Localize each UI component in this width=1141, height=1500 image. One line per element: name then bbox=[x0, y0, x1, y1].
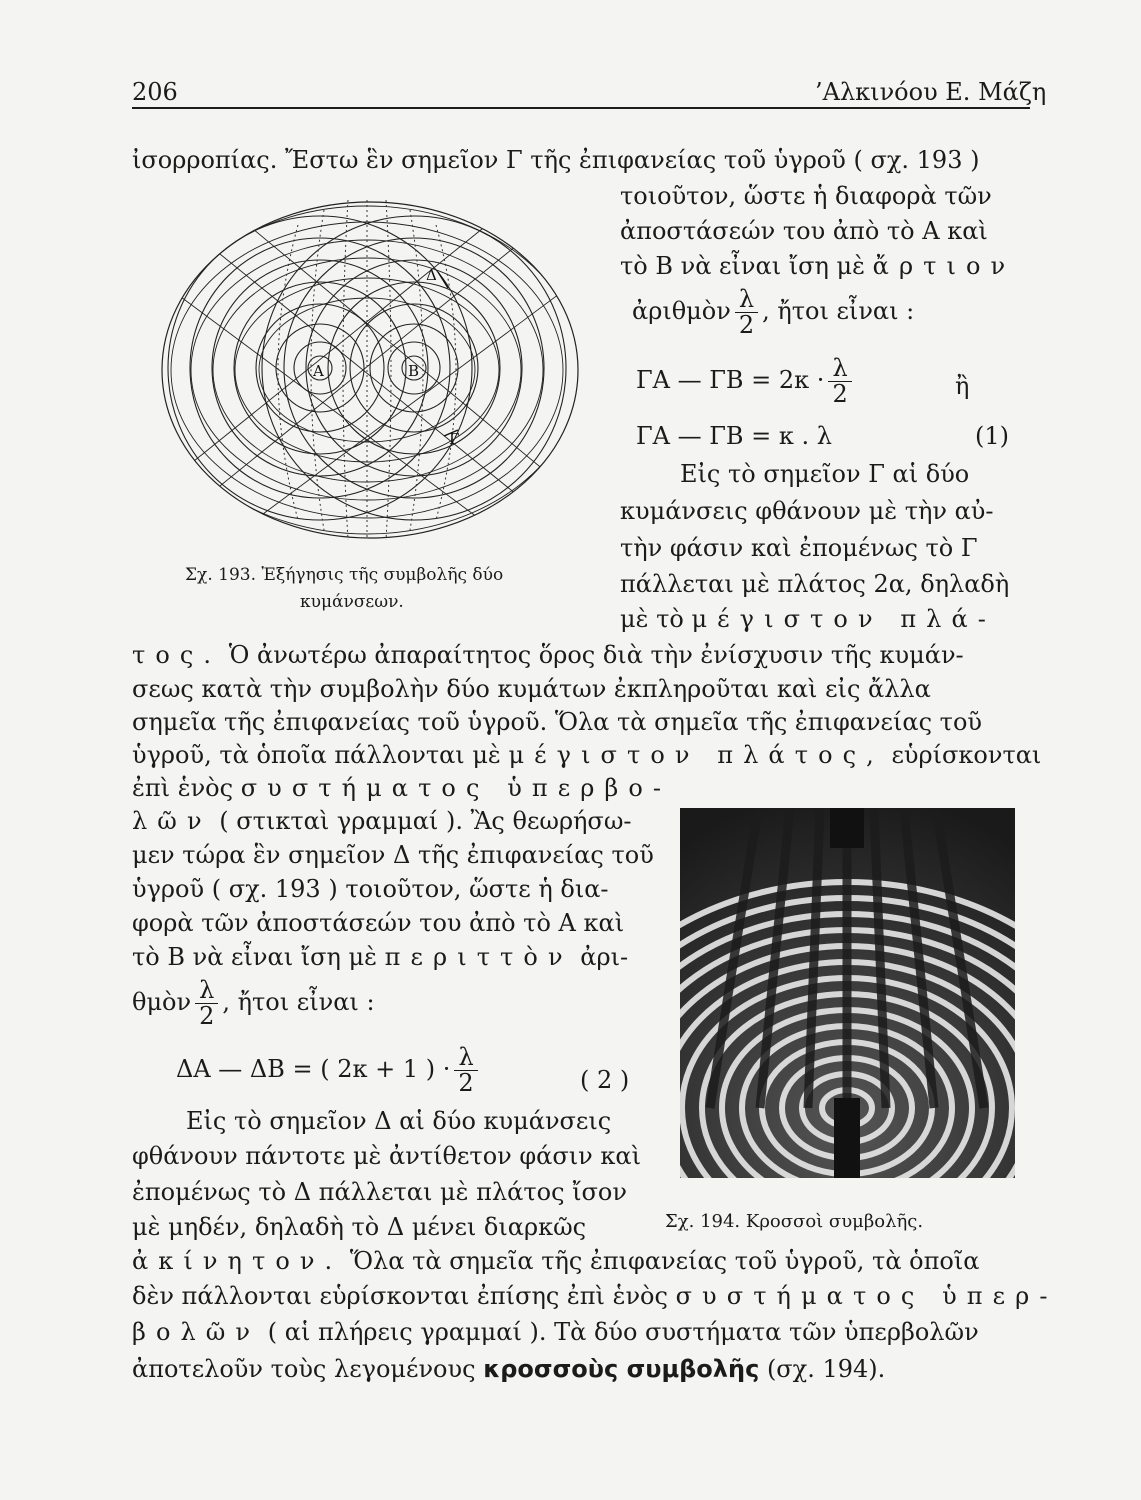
label-d: Δ bbox=[426, 266, 437, 284]
equation-3-number: ( 2 ) bbox=[580, 1066, 630, 1094]
text-line: τὸ Β νὰ εἶναι ἴση μὲ περιττὸν ἀρι- bbox=[132, 943, 629, 971]
text-line: σεως κατὰ τὴν συμβολὴν δύο κυμάτων ἐκπληροῦται καὶ εἰς ἄλλα bbox=[132, 675, 931, 703]
figure-194-photo bbox=[680, 808, 1015, 1178]
text-line: μὲ τὸ μέγιστον πλά- bbox=[620, 605, 996, 633]
header-rule bbox=[132, 107, 1030, 109]
label-a: Α bbox=[313, 362, 324, 380]
text-line: ἐπομένως τὸ Δ πάλλεται μὲ πλάτος ἴσον bbox=[132, 1178, 627, 1206]
equation-1: ΓΑ — ΓΒ = 2κ · $\frac{\lambda}{2}$ bbox=[636, 356, 856, 407]
bold-term: κροσσοὺς συμβολῆς bbox=[483, 1355, 760, 1383]
running-title: ’Αλκινόου Ε. Μάζη bbox=[815, 78, 1047, 106]
text-line: ὑγροῦ ( σχ. 193 ) τοιοῦτον, ὥστε ἡ δια- bbox=[132, 875, 609, 903]
text-line: μὲ μηδέν, δηλαδὴ τὸ Δ μένει διαρκῶς bbox=[132, 1213, 587, 1241]
text-line: τὴν φάσιν καὶ ἐπομένως τὸ Γ bbox=[620, 534, 978, 562]
equation-2-number: (1) bbox=[975, 422, 1009, 450]
text-line: τὸ Β νὰ εἶναι ἴση μὲ ἄρτιον bbox=[620, 252, 1016, 280]
text-line: Εἰς τὸ σημεῖον Γ αἱ δύο bbox=[680, 460, 970, 488]
text-line: θμὸν $\frac{\lambda}{2}$ , ἤτοι εἶναι : bbox=[132, 976, 375, 1031]
text-line: ὑγροῦ, τὰ ὁποῖα πάλλονται μὲ μέγιστον πλάτος, εὑρίσκονται bbox=[132, 741, 1042, 769]
text-line: φθάνουν πάντοτε μὲ ἀντίθετον φάσιν καὶ bbox=[132, 1142, 642, 1170]
text-line: πάλλεται μὲ πλάτος 2α, δηλαδὴ bbox=[620, 570, 1010, 598]
text-line: ἀποστάσεών του ἀπὸ τὸ Α καὶ bbox=[620, 217, 988, 245]
text-line: δὲν πάλλονται εὑρίσκονται ἐπίσης ἐπὶ ἑνὸς συστήματος ὑπερ- bbox=[132, 1282, 1058, 1310]
text-line: βολῶν ( αἱ πλήρεις γραμμαί ). Τὰ δύο συστήματα τῶν ὑπερβολῶν bbox=[132, 1318, 979, 1346]
text-line: σημεῖα τῆς ἐπιφανείας τοῦ ὑγροῦ. Ὅλα τὰ σημεῖα τῆς ἐπιφανείας τοῦ bbox=[132, 708, 982, 736]
page-number: 206 bbox=[132, 78, 178, 106]
text-line: ἐπὶ ἑνὸς συστήματος ὑπερβο- bbox=[132, 774, 672, 802]
figure-193-caption-line1: Σχ. 193. Ἐξήγησις τῆς συμβολῆς δύο bbox=[185, 565, 504, 585]
equation-2: ΓΑ — ΓΒ = κ . λ bbox=[636, 422, 832, 450]
text-line: Εἰς τὸ σημεῖον Δ αἱ δύο κυμάνσεις bbox=[186, 1107, 612, 1135]
equation-3: ΔΑ — ΔΒ = ( 2κ + 1 ) · $\frac{\lambda}{2}$ bbox=[176, 1045, 482, 1096]
text-line: μεν τώρα ἓν σημεῖον Δ τῆς ἐπιφανείας τοῦ bbox=[132, 841, 654, 869]
figure-194-caption: Σχ. 194. Κροσσοὶ συμβολῆς. bbox=[665, 1211, 924, 1232]
text-line: ἰσορροπίας. Ἔστω ἓν σημεῖον Γ τῆς ἐπιφανείας τοῦ ὑγροῦ ( σχ. 193 ) bbox=[132, 146, 980, 174]
label-b: Β bbox=[408, 362, 420, 380]
equation-1-or: ἢ bbox=[955, 372, 970, 400]
text-line: τοιοῦτον, ὥστε ἡ διαφορὰ τῶν bbox=[620, 182, 992, 210]
text-line: ἀποτελοῦν τοὺς λεγομένους κροσσοὺς συμβολῆς (σχ. 194). bbox=[132, 1355, 886, 1383]
text-line: φορὰ τῶν ἀποστάσεών του ἀπὸ τὸ Α καὶ bbox=[132, 909, 625, 937]
figure-193-caption-line2: κυμάνσεων. bbox=[300, 592, 404, 612]
text-line: κυμάνσεις φθάνουν μὲ τὴν αὐ- bbox=[620, 497, 994, 525]
text-line: τος. Ὁ ἀνωτέρω ἀπαραίτητος ὅρος διὰ τὴν ἐνίσχυσιν τῆς κυμάν- bbox=[132, 641, 964, 669]
text-line: λῶν ( στικταὶ γραμμαί ). Ἂς θεωρήσω- bbox=[132, 807, 632, 835]
text-line: ἀριθμὸν $\frac{\lambda}{2}$ , ἤτοι εἶναι : bbox=[632, 285, 915, 340]
label-c: Γ bbox=[449, 430, 460, 448]
text-line: ἀκίνητον. Ὅλα τὰ σημεῖα τῆς ἐπιφανείας τοῦ ὑγροῦ, τὰ ὁποῖα bbox=[132, 1247, 980, 1275]
figure-193-diagram bbox=[148, 190, 588, 550]
